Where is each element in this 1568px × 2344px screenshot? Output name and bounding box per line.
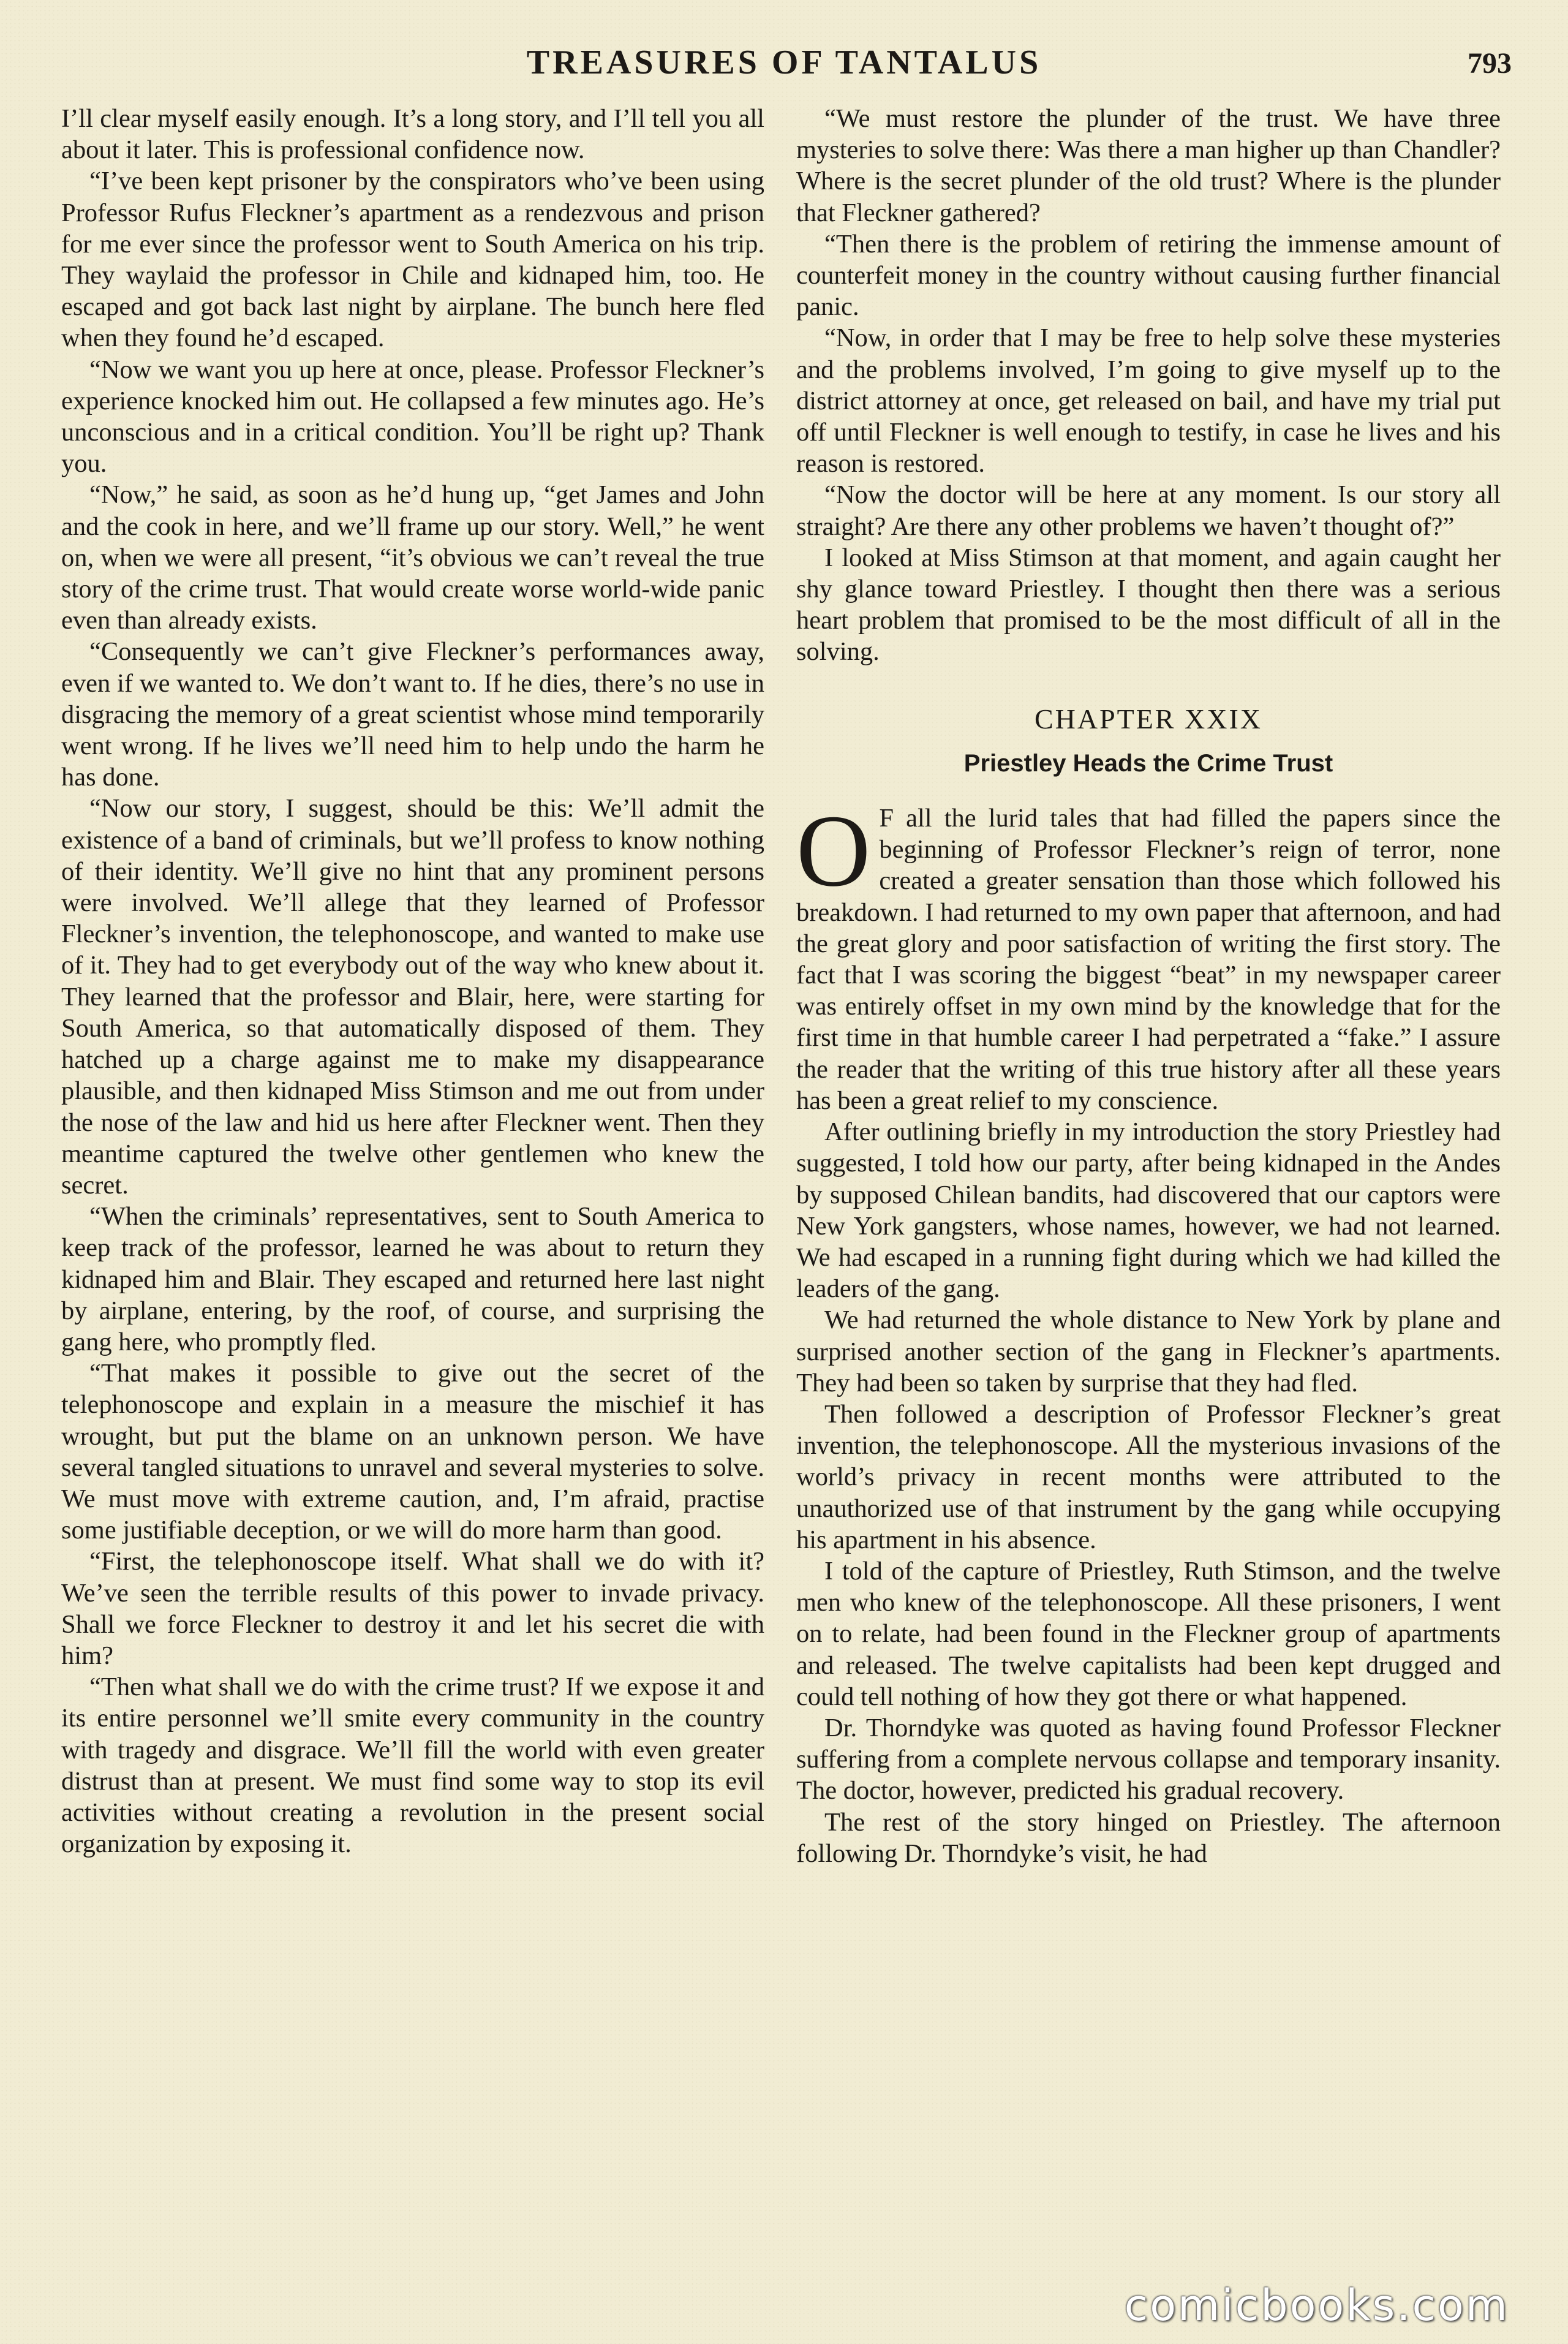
chapter-heading: CHAPTER XXIX [1034,703,1263,735]
paragraph: “Now our story, I suggest, should be this: We’ll admit the existence of a band of criminals, but we’ll profess to know nothing of their identity. We’ll give no hint that any prominent persons were involved. We’ll allege that they learned of Professor Fleckner’s invention, the telephonoscope, and wanted to make use of it. They had to get everybody out of the way who knew about it. They learned that the professor and Blair, here, were starting for South America, so that automatically disposed of them. They hatched up a charge against me to make my disappearance plausible, and then kidnaped Miss Stimson and me out from under the nose of the law and hid us here after Fleckner went. Then they meantime captured the twelve other gentlemen who knew the secret. [61,794,764,1200]
paragraph: “That makes it possible to give out the secret of the telephonoscope and explain in a measure the mischief it has wrought, but put the blame on an unknown person. We have several tangled situations to unravel and several mysteries to solve. We must move with extreme caution, and, I’m afraid, practise some justifiable deception, or we will do more harm than good. [61,1359,764,1545]
paragraph: “Consequently we can’t give Fleckner’s performances away, even if we wanted to. We don’t want to. If he dies, there’s no use in disgracing the memory of a great scientist whose mind temporarily went wrong. If he lives we’ll need him to help undo the harm he has done. [61,637,764,792]
right-column [796,103,1501,1869]
paragraph: “I’ve been kept prisoner by the conspirators who’ve been using Professor Rufus Fleckner’s apartment as a rendezvous and prison for me ever since the professor went to South America on his trip. They waylaid the professor in Chile and kidnaped him, too. He escaped and got back last night by airplane. The bunch here fled when they found he’d escaped. [61,167,764,353]
paragraph: “Now we want you up here at once, please. Professor Fleckner’s experience knocked him out. He collapsed a few minutes ago. He’s unconscious and in a critical condition. You’ll be right up? Thank you. [61,355,764,478]
paragraph: “First, the telephonoscope itself. What shall we do with it? We’ve seen the terrible results of this power to invade privacy. Shall we force Fleckner to destroy it and let his secret die with him? [61,1547,764,1670]
paragraph: Dr. Thorndyke was quoted as having found Professor Fleckner suffering from a complete nervous collapse and temporary insanity. The doctor, however, predicted his gradual recovery. [796,1713,1501,1805]
paragraph: After outlining briefly in my introduction the story Priestley had suggested, I told how our party, after being kidnaped in the Andes by supposed Chilean bandits, had discovered that our captors were New York gangsters, whose names, however, we had not learned. We had escaped in a running fight during which we had killed the leaders of the gang. [796,1117,1501,1304]
paragraph: “Now,” he said, as soon as he’d hung up, “get James and John and the cook in here, and we’ll frame up our story. Well,” he went on, when we were all present, “it’s obvious we can’t reveal the true story of the crime trust. That would create worse world-wide panic even than already exists. [61,480,764,635]
running-title: TREASURES OF TANTALUS [526,43,1042,81]
paragraph: “Now, in order that I may be free to help solve these mysteries and the problems involved, I’m going to give myself up to the district attorney at once, get released on bail, and have my trial put off until Fleckner is well enough to testify, in case he lives and his reason is restored. [796,323,1501,478]
chapter-subtitle: Priestley Heads the Crime Trust [963,749,1333,777]
running-head [0,38,1568,87]
paragraph: I told of the capture of Priestley, Ruth Stimson, and the twelve men who knew of the telephonoscope. All these prisoners, I went on to relate, had been found in the Fleckner group of apartments and released. The twelve capitalists had been kept drugged and could tell nothing of how they got there or what happened. [796,1556,1501,1711]
page-number: 793 [1468,47,1512,80]
paragraph: The rest of the story hinged on Priestley. The afternoon following Dr. Thorndyke’s visit, he had [796,1807,1501,1868]
paragraph: “Then there is the problem of retiring the immense amount of counterfeit money in the country without causing further financial panic. [796,229,1501,322]
paragraph: “Then what shall we do with the crime trust? If we expose it and its entire personnel we’ll smite every community in the country with tragedy and disgrace. We’ll fill the world with even greater distrust than at present. We must find some way to stop its evil activities without creating a revolution in the present social organization by exposing it. [61,1673,764,1859]
paragraph: I’ll clear myself easily enough. It’s a long story, and I’ll tell you all about it later. This is professional confidence now. [61,104,764,165]
paragraph: “We must restore the plunder of the trust. We have three mysteries to solve there: Was there a man higher up than Chandler? Where is the secret plunder of the old trust? Where is the plunder that Fleckner gathered? [796,104,1501,227]
drop-cap: O [796,794,871,909]
paragraph: “Now the doctor will be here at any moment. Is our story all straight? Are there any other problems we haven’t thought of?” [796,480,1501,541]
chapter-opening-paragraph [796,794,1501,1116]
chapter-opening-text: F all the lurid tales that had filled the papers since the beginning of Professor Fleckner’s reign of terror, none created a greater sensation than those which followed his breakdown. I had returned to my own paper that afternoon, and had the great glory and poor satisfaction of writing the first story. The fact that I was scoring the biggest “beat” in my newspaper career was entirely offset in my own mind by the knowledge that for the first time in that humble career I had perpetrated a “fake.” I assure the reader that the writing of this true history after all these years has been a great relief to my conscience. [796,804,1501,1115]
paragraph: Then followed a description of Professor Fleckner’s great invention, the telephonoscope. All the mysterious invasions of the world’s privacy in recent months were attributed to the unauthorized use of that instrument by the gang while occupying his apartment in his absence. [796,1399,1501,1554]
paragraph: I looked at Miss Stimson at that moment, and again caught her shy glance toward Priestley. I thought then there was a serious heart problem that promised to be the most difficult of all in the solving. [796,543,1501,667]
watermark: comicbooks.com [1124,2280,1509,2331]
left-column [61,103,764,1859]
paragraph: “When the criminals’ representatives, sent to South America to keep track of the professor, learned he was about to return they kidnaped him and Blair. They escaped and returned here last night by airplane, entering, by the roof, of course, and surprising the gang here, who promptly fled. [61,1202,764,1356]
paragraph: We had returned the whole distance to New York by plane and surprised another section of the gang in Fleckner’s apartments. They had been so taken by surprise that they had fled. [796,1306,1501,1397]
